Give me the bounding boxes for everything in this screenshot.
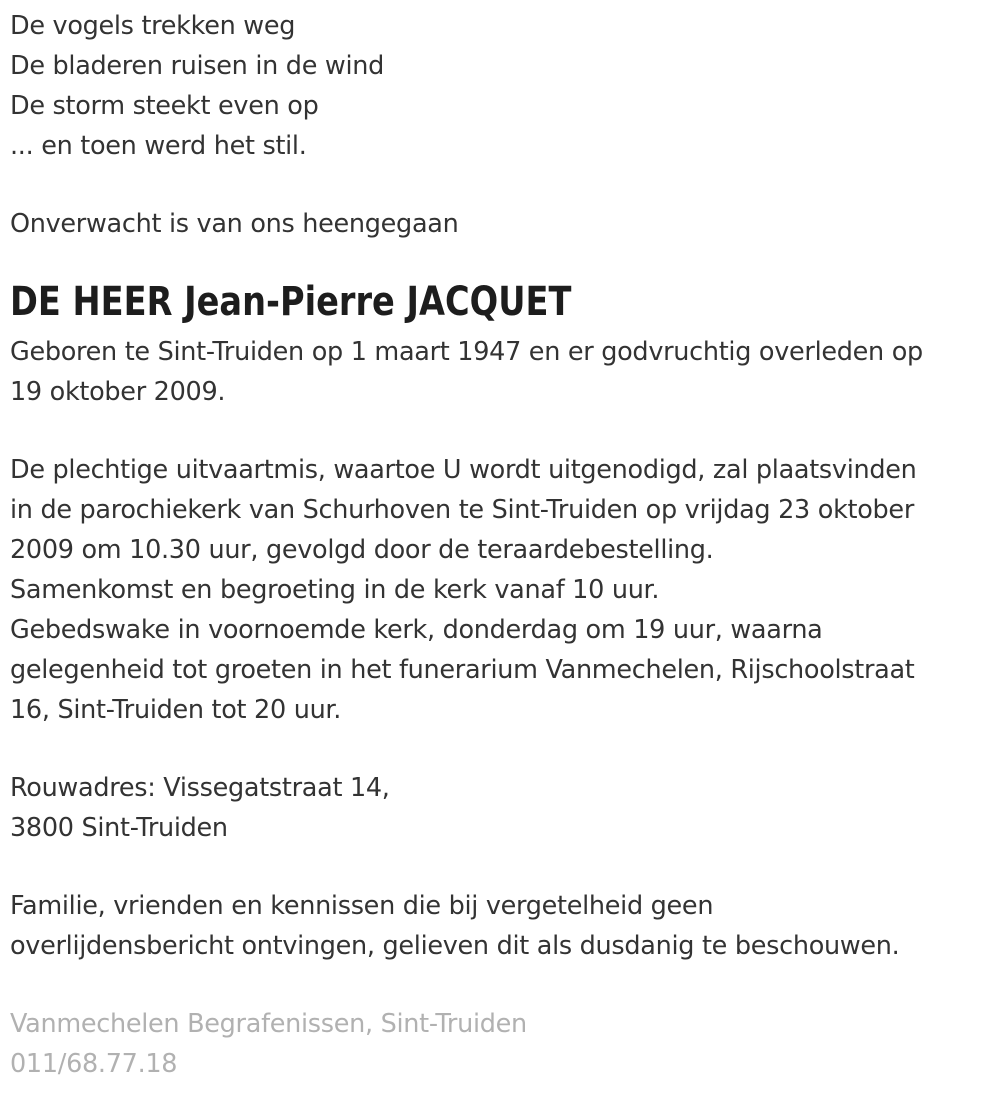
introduction: [10, 204, 990, 244]
deceased-name-heading: [10, 272, 990, 332]
service-details: [10, 450, 990, 730]
notification-note: [10, 886, 990, 966]
text-line: 19 oktober 2009.: [10, 377, 226, 407]
funeral-home-credit: [10, 1004, 990, 1084]
text-line: overlijdensbericht ontvingen, gelieven dit als dusdanig te beschouwen.: [10, 931, 900, 961]
text-line: 3800 Sint-Truiden: [10, 813, 228, 843]
introduction-line: Onverwacht is van ons heengegaan: [10, 209, 459, 239]
mourning-address: [10, 768, 990, 848]
deceased-name-text: DE HEER Jean-Pierre JACQUET: [10, 279, 572, 325]
text-line: Geboren te Sint-Truiden op 1 maart 1947 en er godvruchtig overleden op: [10, 337, 923, 367]
text-line: Rouwadres: Vissegatstraat 14,: [10, 773, 390, 803]
text-line: 16, Sint-Truiden tot 20 uur.: [10, 695, 342, 725]
text-line: Samenkomst en begroeting in de kerk vanaf 10 uur.: [10, 575, 660, 605]
text-line: 2009 om 10.30 uur, gevolgd door de teraardebestelling.: [10, 535, 714, 565]
birth-death-details: [10, 332, 990, 412]
text-line: Familie, vrienden en kennissen die bij vergetelheid geen: [10, 891, 714, 921]
text-line: in de parochiekerk van Schurhoven te Sint-Truiden op vrijdag 23 oktober: [10, 495, 914, 525]
text-line: De plechtige uitvaartmis, waartoe U wordt uitgenodigd, zal plaatsvinden: [10, 455, 917, 485]
text-line: ... en toen werd het stil.: [10, 131, 307, 161]
text-line: De storm steekt even op: [10, 91, 319, 121]
text-line: Gebedswake in voornoemde kerk, donderdag om 19 uur, waarna: [10, 615, 823, 645]
funeral-home-name: Vanmechelen Begrafenissen, Sint-Truiden: [10, 1009, 527, 1039]
funeral-home-phone: 011/68.77.18: [10, 1049, 178, 1079]
text-line: De vogels trekken weg: [10, 11, 296, 41]
text-line: De bladeren ruisen in de wind: [10, 51, 384, 81]
text-line: gelegenheid tot groeten in het funerarium Vanmechelen, Rijschoolstraat: [10, 655, 915, 685]
poem: [10, 6, 990, 166]
